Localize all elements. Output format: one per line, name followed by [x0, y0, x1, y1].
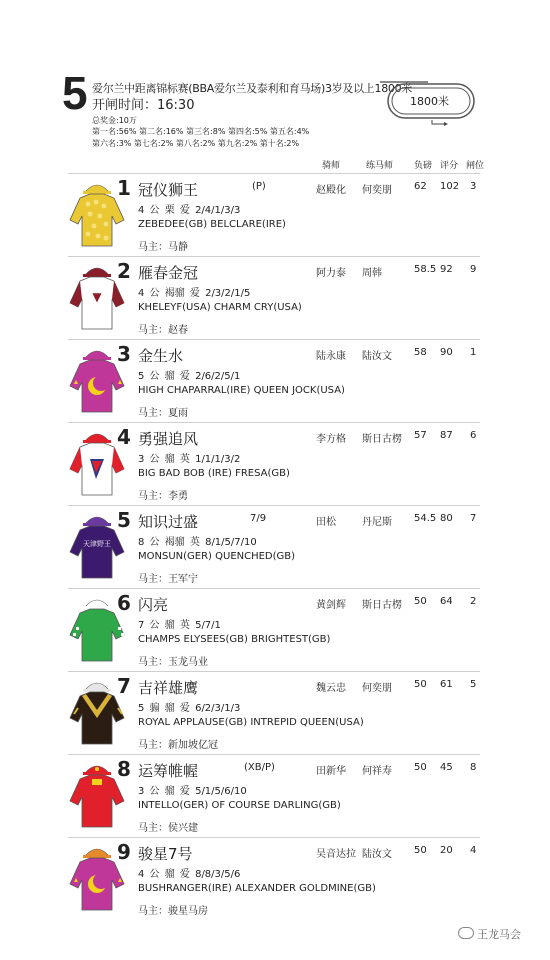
jockey-name: 阿力泰 — [316, 268, 346, 279]
horse-row — [0, 757, 550, 839]
row-divider — [68, 339, 480, 340]
trainer-name: 周韩 — [362, 268, 382, 279]
svg-text:▼: ▼ — [92, 290, 102, 304]
horse-pedigree: BUSHRANGER(IRE) ALEXANDER GOLDMINE(GB) — [138, 883, 376, 894]
horse-number: 5 — [117, 508, 131, 532]
horse-row — [0, 342, 550, 424]
weight-value: 54.5 — [414, 513, 437, 524]
horse-number: 6 — [117, 591, 131, 615]
horse-gear: (XB/P) — [244, 762, 275, 773]
column-trainer: 练马师 — [366, 161, 394, 171]
horse-row — [0, 840, 550, 922]
draw-value: 7 — [470, 513, 477, 524]
row-divider — [68, 588, 480, 589]
svg-text:天津野王: 天津野王 — [83, 540, 111, 548]
horse-name: 闪亮 — [138, 596, 169, 614]
jockey-name: 李方格 — [316, 434, 346, 445]
horse-name: 冠仪狮王 — [138, 181, 199, 199]
rating-value: 80 — [440, 513, 453, 524]
rating-value: 64 — [440, 596, 453, 607]
trainer-name: 陆汝文 — [362, 849, 392, 860]
weight-value: 58 — [414, 347, 427, 358]
horse-name: 雁春金冠 — [138, 264, 199, 282]
race-title: 爱尔兰中距离锦标赛(BBA爱尔兰及泰利和育马场)3岁及以上1800米 — [92, 82, 412, 95]
jockey-name: 赵殿化 — [316, 185, 346, 196]
jockey-name: 陆永康 — [316, 351, 346, 362]
draw-value: 1 — [470, 347, 477, 358]
horse-number: 7 — [117, 674, 131, 698]
horse-stats: 4 公 栗 爱 2/4/1/3/3 — [138, 205, 241, 216]
horse-stats: 3 公 骝 爱 5/1/5/6/10 — [138, 786, 247, 797]
jockey-name: 吴音达拉 — [316, 849, 356, 860]
column-weight: 负磅 — [414, 161, 433, 171]
row-divider — [68, 671, 480, 672]
horse-pedigree: KHELEYF(USA) CHARM CRY(USA) — [138, 302, 302, 313]
horse-stats: 8 公 褐骝 英 8/1/5/7/10 — [138, 537, 257, 548]
horse-number: 1 — [117, 176, 131, 200]
horse-name: 金生水 — [138, 347, 184, 365]
draw-value: 2 — [470, 596, 477, 607]
column-jockey: 骑师 — [322, 161, 341, 171]
horse-pedigree: MONSUN(GER) QUENCHED(GB) — [138, 551, 296, 562]
horse-name: 吉祥雄鹰 — [138, 679, 199, 697]
row-divider — [68, 754, 480, 755]
jockey-name: 魏云忠 — [316, 683, 346, 694]
horse-stats: 5 公 骝 爱 2/6/2/5/1 — [138, 371, 241, 382]
rating-value: 87 — [440, 430, 453, 441]
horse-number: 4 — [117, 425, 131, 449]
horse-name: 骏星7号 — [138, 845, 193, 863]
horse-owner: 马主：新加坡亿冠 — [138, 740, 218, 751]
horse-number: 9 — [117, 840, 131, 864]
column-rating: 评分 — [440, 161, 459, 171]
start-time: 开闸时间：16:30 — [92, 98, 195, 113]
horse-owner: 马主：王军宁 — [138, 574, 198, 585]
trainer-name: 何奕朋 — [362, 683, 392, 694]
horse-pedigree: ROYAL APPLAUSE(GB) INTREPID QUEEN(USA) — [138, 717, 364, 728]
trainer-name: 丹尼斯 — [362, 517, 392, 528]
row-divider — [68, 837, 480, 838]
draw-value: 5 — [470, 679, 477, 690]
weight-value: 50 — [414, 845, 427, 856]
trainer-name: 何奕朋 — [362, 185, 392, 196]
weight-value: 50 — [414, 679, 427, 690]
horse-gear: 7/9 — [250, 513, 267, 524]
horse-row — [0, 674, 550, 756]
horse-owner: 马主：侯兴建 — [138, 823, 198, 834]
rating-value: 102 — [440, 181, 460, 192]
horse-owner: 马主：马静 — [138, 242, 188, 253]
weight-value: 57 — [414, 430, 427, 441]
rating-value: 61 — [440, 679, 453, 690]
prize-row-2: 第六名:3% 第七名:2% 第八名:2% 第九名:2% 第十名:2% — [92, 139, 300, 148]
horse-name: 知识过盛 — [138, 513, 199, 531]
column-draw: 闸位 — [466, 161, 485, 171]
watermark — [458, 926, 521, 942]
horse-stats: 3 公 骝 英 1/1/1/3/2 — [138, 454, 241, 465]
trainer-name: 陆汝文 — [362, 351, 392, 362]
horse-pedigree: BIG BAD BOB (IRE) FRESA(GB) — [138, 468, 290, 479]
horse-number: 2 — [117, 259, 131, 283]
horse-pedigree: INTELLO(GER) OF COURSE DARLING(GB) — [138, 800, 341, 811]
horse-stats: 4 公 骝 爱 8/8/3/5/6 — [138, 869, 241, 880]
row-divider — [68, 256, 480, 257]
horse-stats: 4 公 褐骝 爱 2/3/2/1/5 — [138, 288, 251, 299]
rating-value: 45 — [440, 762, 453, 773]
jockey-name: 田松 — [316, 517, 336, 528]
prize-row-1: 第一名:56% 第二名:16% 第三名:8% 第四名:5% 第五名:4% — [92, 127, 310, 136]
horse-name: 勇强追风 — [138, 430, 199, 448]
horse-row — [0, 259, 550, 341]
trainer-name: 何祥寿 — [362, 766, 392, 777]
weight-value: 50 — [414, 596, 427, 607]
draw-value: 3 — [470, 181, 477, 192]
horse-owner: 马主：李勇 — [138, 491, 188, 502]
horse-row — [0, 425, 550, 507]
horse-owner: 马主：赵春 — [138, 325, 188, 336]
horse-pedigree: ZEBEDEE(GB) BELCLARE(IRE) — [138, 219, 286, 230]
row-divider — [68, 505, 480, 506]
horse-number: 3 — [117, 342, 131, 366]
weight-value: 58.5 — [414, 264, 437, 275]
rating-value: 92 — [440, 264, 453, 275]
rating-value: 20 — [440, 845, 453, 856]
trainer-name: 斯日古楞 — [362, 434, 402, 445]
horse-row — [0, 508, 550, 590]
weight-value: 62 — [414, 181, 427, 192]
horse-gear: (P) — [252, 181, 266, 192]
horse-owner: 马主：夏雨 — [138, 408, 188, 419]
horse-stats: 7 公 骝 英 5/7/1 — [138, 620, 221, 631]
row-divider — [68, 422, 480, 423]
horse-row — [0, 591, 550, 673]
watermark-text: 王龙马会 — [477, 928, 521, 941]
distance-label: 1800米 — [410, 95, 449, 108]
prize-total: 总奖金:10万 — [92, 116, 137, 125]
rating-value: 90 — [440, 347, 453, 358]
draw-value: 8 — [470, 762, 477, 773]
horse-pedigree: HIGH CHAPARRAL(IRE) QUEEN JOCK(USA) — [138, 385, 345, 396]
column-headers — [0, 158, 550, 174]
horse-row — [0, 176, 550, 258]
horse-pedigree: CHAMPS ELYSEES(GB) BRIGHTEST(GB) — [138, 634, 331, 645]
draw-value: 6 — [470, 430, 477, 441]
jockey-name: 田新华 — [316, 766, 346, 777]
trainer-name: 斯日古楞 — [362, 600, 402, 611]
race-header — [0, 0, 550, 170]
horse-owner: 马主：玉龙马业 — [138, 657, 208, 668]
wechat-icon — [458, 927, 474, 939]
horse-stats: 5 骟 骝 爱 6/2/3/1/3 — [138, 703, 241, 714]
horse-number: 8 — [117, 757, 131, 781]
race-number: 5 — [62, 67, 88, 119]
horse-owner: 马主：骏星马房 — [138, 906, 208, 917]
weight-value: 50 — [414, 762, 427, 773]
draw-value: 4 — [470, 845, 477, 856]
jockey-name: 黄剑辉 — [316, 600, 346, 611]
draw-value: 9 — [470, 264, 477, 275]
horse-name: 运筹帷幄 — [138, 762, 199, 780]
row-divider — [68, 173, 480, 174]
